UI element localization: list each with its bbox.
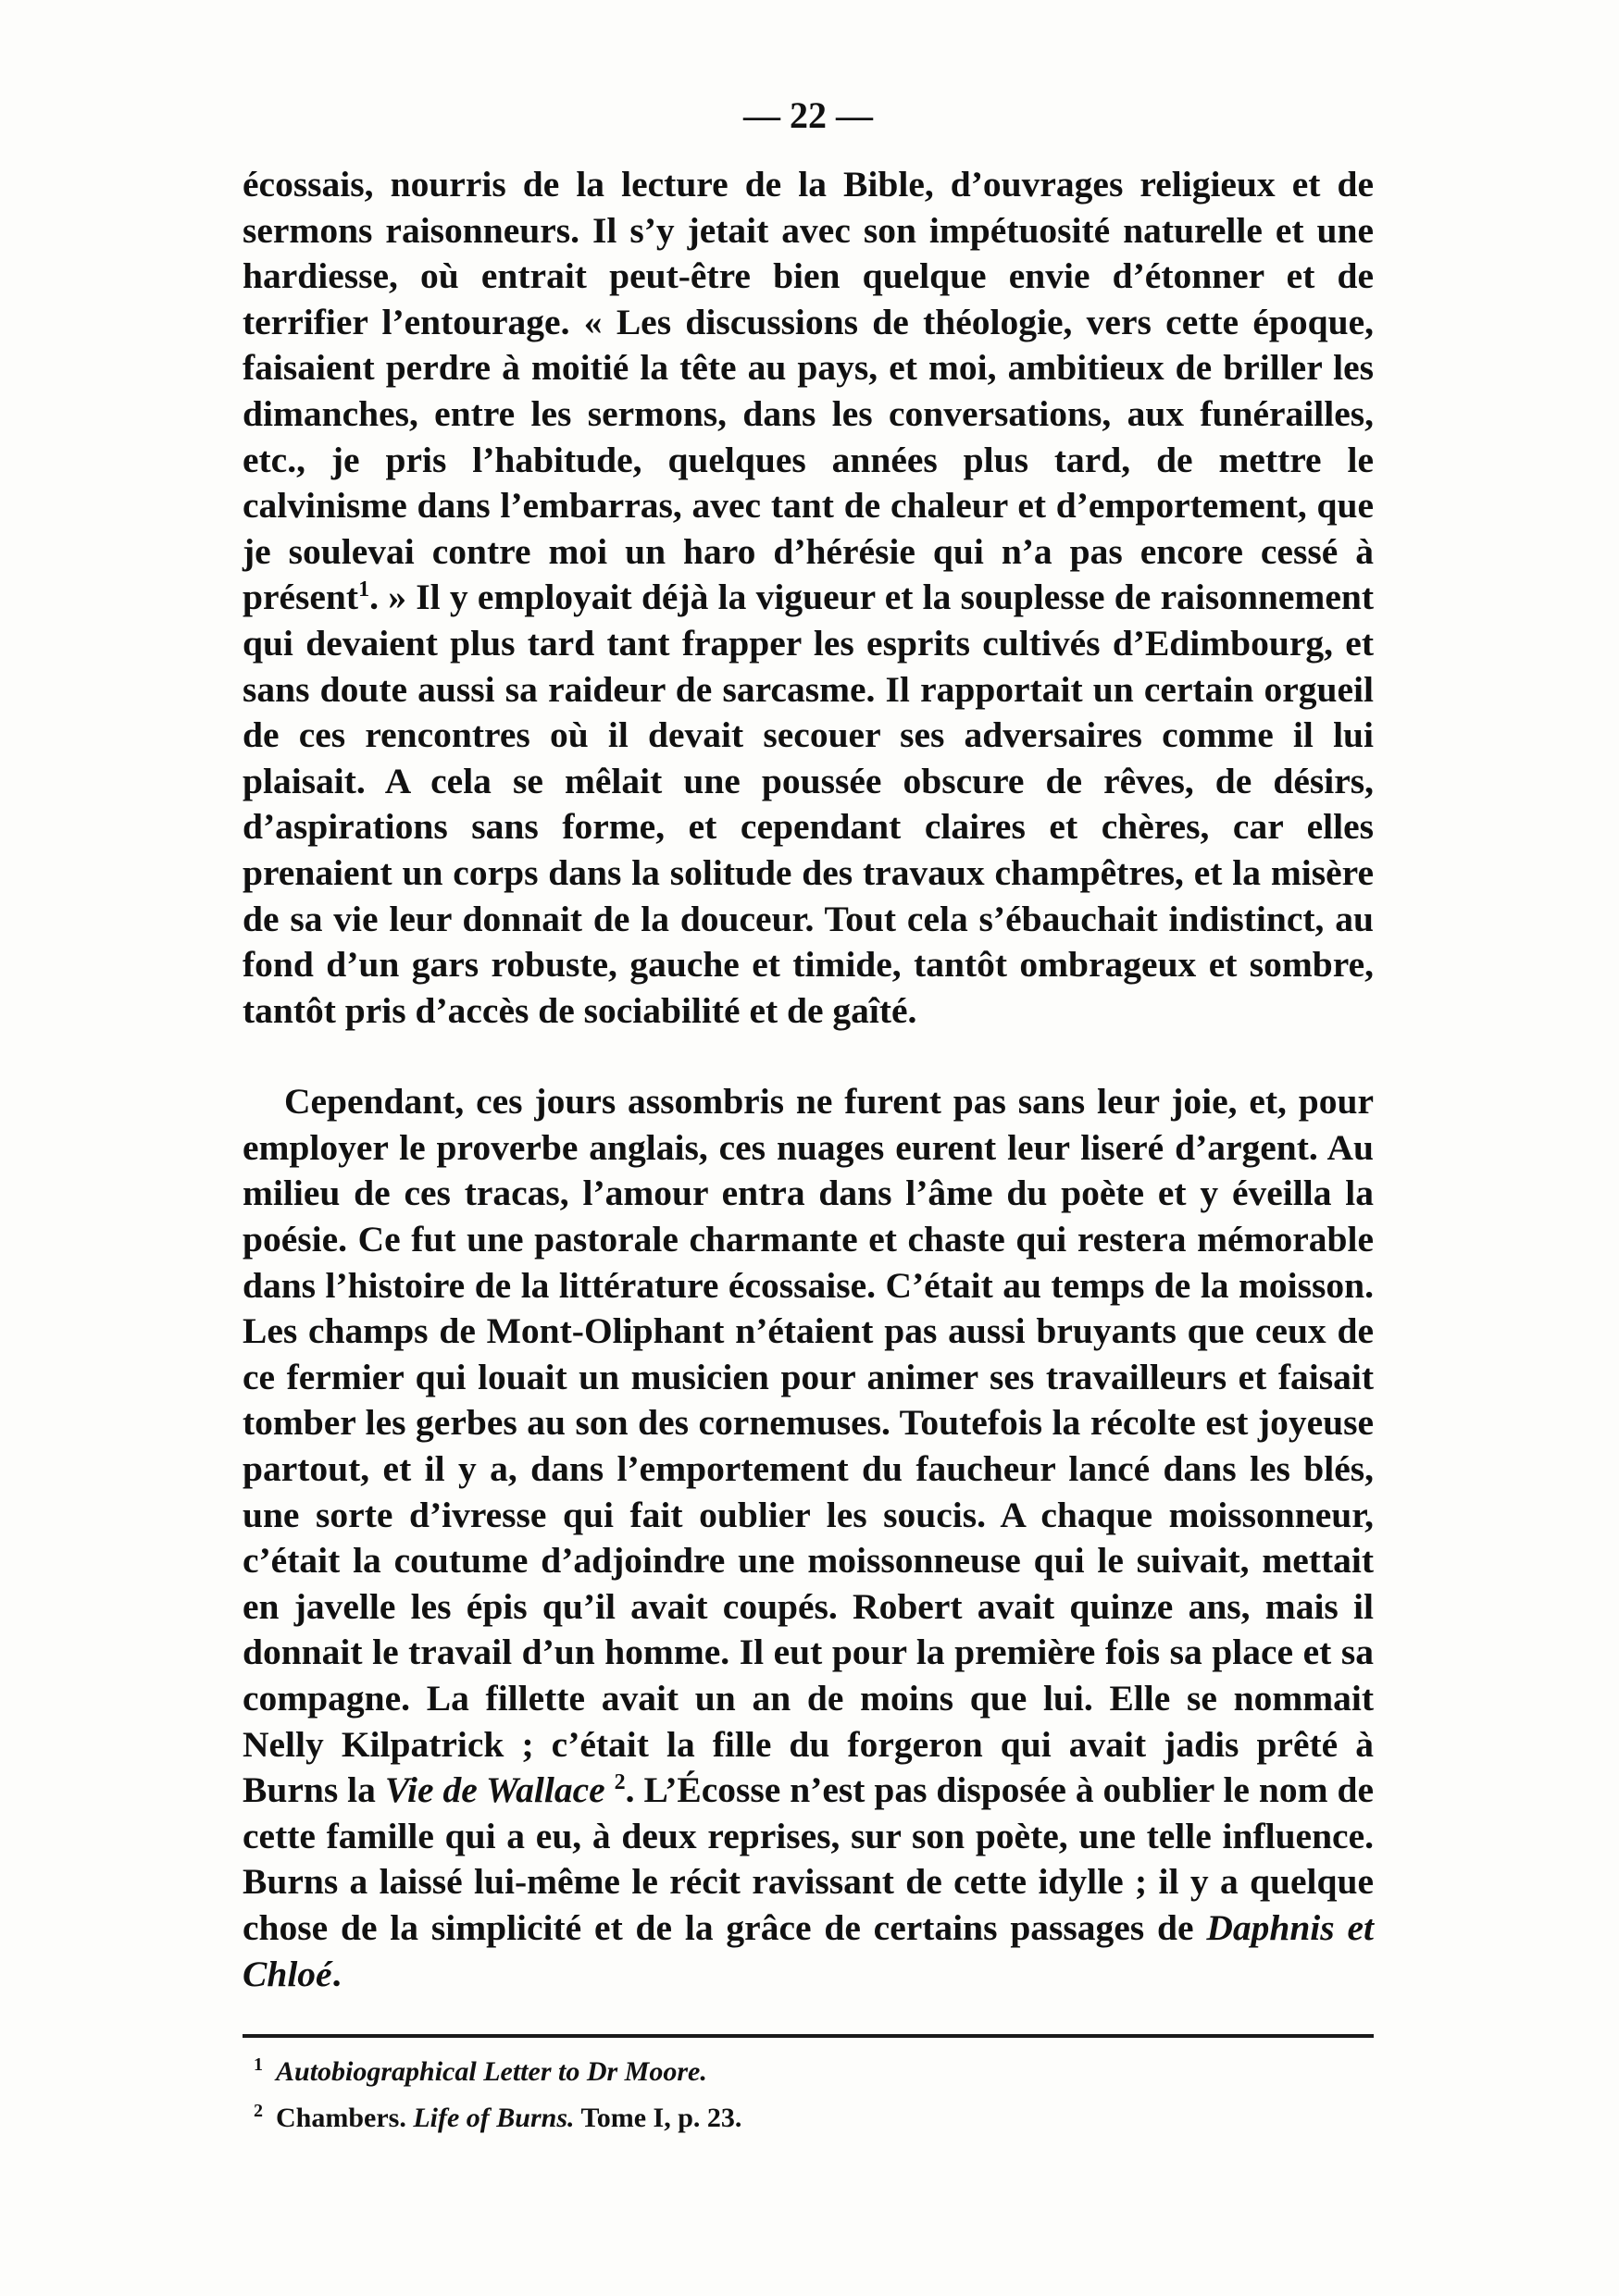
footnote-reference: 2: [614, 1770, 626, 1795]
italic-title: Autobiographical Letter to Dr Moore.: [276, 2056, 707, 2088]
footnote-mark: 2: [254, 2101, 263, 2122]
text-segment: Tome I, p. 23.: [574, 2103, 742, 2134]
text-segment: . » Il y employait déjà la vigueur et la souplesse de raisonnement qui devaient plus tard tant frapper les esprits cultivés d’Edimbourg, et sans doute aussi sa raideur de sarcasme. Il rapportait un certain orgueil de ces rencontres où il devait secouer ses adversaires comme il lui plaisait. A cela se mêlait une poussée obscure de rêves, de désirs, d’aspirations sans forme, et cependant claires et chères, car elles prenaient un corps dans la solitude des travaux champêtres, et la misère de sa vie leur donnait de la douceur. Tout cela s’ébauchait indistinct, au fond d’un gars robuste, gauche et timide, tantôt ombrageux et sombre, tantôt pris d’accès de sociabilité et de gaîté.: [243, 577, 1374, 1031]
footnote-reference: 1: [358, 577, 370, 602]
text-segment: . L’Écosse n’est pas disposée à oublier le nom de cette famille qui a eu, à deux reprises, sur son poète, une telle influence. Burns a laissé lui-même le récit ravissant de cette idylle ; il y a quelque chose de la simplicité et de la grâce de certains passages de: [243, 1769, 1374, 1948]
text-segment: Cependant, ces jours assombris ne furent pas sans leur joie, et, pour employer le proverbe anglais, ces nuages eurent leur liseré d’argent. Au milieu de ces tracas, l’amour entra dans l’âme du poète et y éveilla la poésie. Ce fut une pastorale charmante et chaste qui restera mémorable dans l’histoire de la littérature écossaise. C’était au temps de la moisson. Les champs de Mont-Oliphant n’étaient pas aussi bruyants que ceux de ce fermier qui louait un musicien pour animer ses travailleurs et faisait tomber les gerbes au son des cornemuses. Toutefois la récolte est joyeuse partout, et il y a, dans l’emportement du faucheur lancé dans les blés, une sorte d’ivresse qui fait oublier les soucis. A chaque moissonneur, c’était la coutume d’adjoindre une moissonneuse qui le suivait, mettait en javelle les épis qu’il avait coupés. Robert avait quinze ans, mais il donnait le travail d’un homme. Il eut pour la première fois sa place et sa compagne. La fillette avait un an de moins que lui. Elle se nommait Nelly Kilpatrick ; c’était la fille du forgeron qui avait jadis prêté à Burns la: [243, 1081, 1374, 1811]
footnote-mark: 1: [254, 2054, 263, 2076]
paragraph: [243, 1079, 1374, 1997]
italic-title: Vie de Wallace: [384, 1769, 605, 1811]
italic-title: Life of Burns.: [413, 2103, 575, 2134]
footnotes: [243, 2049, 1374, 2141]
text-segment: [605, 1769, 615, 1810]
text-segment: Chambers.: [276, 2103, 414, 2134]
text-segment: écossais, nourris de la lecture de la Bible, d’ouvrages religieux et de sermons raisonneurs. Il s’y jetait avec son impétuosité naturelle et une hardiesse, où entrait peut-être bien quelque envie d’étonner et de terrifier l’entourage. « Les discussions de théologie, vers cette époque, faisaient perdre à moitié la tête au pays, et moi, ambitieux de briller les dimanches, entre les sermons, dans les conversations, aux funérailles, etc., je pris l’habitude, quelques années plus tard, de mettre le calvinisme dans l’embarras, avec tant de chaleur et d’emportement, que je soulevai contre moi un haro d’hérésie qui n’a pas encore cessé à présent: [243, 164, 1374, 618]
paragraph: [243, 162, 1374, 1034]
book-page: [243, 88, 1374, 2141]
italic-title: Daphnis et Chloé: [243, 1906, 1374, 1994]
footnote: [243, 2049, 1374, 2095]
footnote: [243, 2095, 1374, 2141]
footnote-divider: [243, 2034, 1374, 2038]
text-segment: .: [331, 1953, 342, 1994]
page-number: — 22 —: [743, 94, 873, 136]
